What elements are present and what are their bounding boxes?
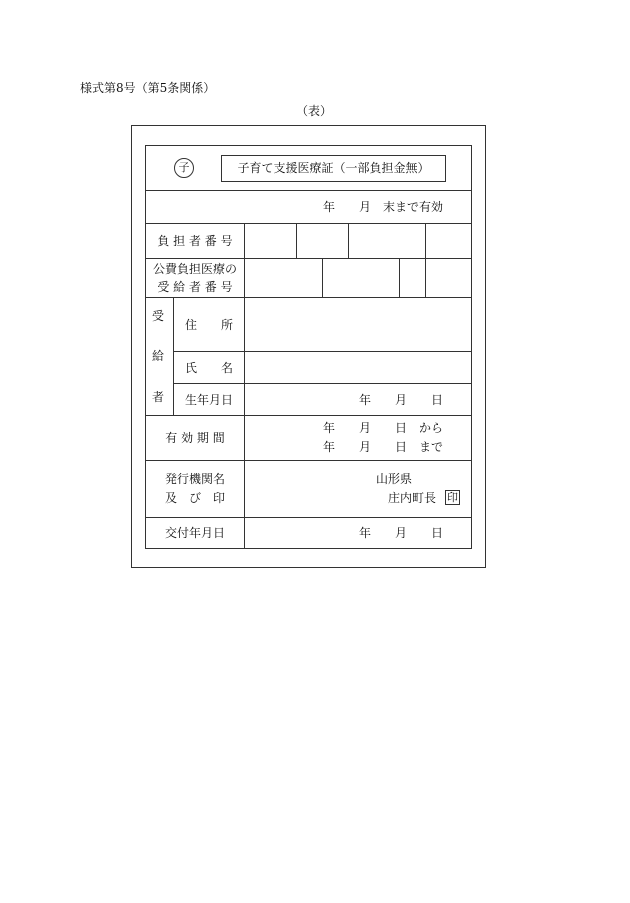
side-label: （表） — [296, 104, 333, 118]
valid-to: 年 月 日 まで — [322, 440, 443, 454]
birthdate-label: 生年月日 — [184, 393, 234, 407]
issuer-label-line1: 発行機関名 — [164, 472, 226, 486]
valid-from: 年 月 日 から — [322, 421, 443, 435]
certificate-title: 子育て支援医療証（一部負担金無） — [221, 155, 446, 182]
recipient-group-char: 者 — [151, 390, 165, 404]
address-label: 住 所 — [184, 318, 234, 332]
recipient-group-char: 給 — [151, 349, 165, 363]
category-mark-circle: 子 — [174, 158, 194, 178]
issuer-mayor: 庄内町長 — [388, 491, 437, 505]
recipient-number-label-line1: 公費負担医療の — [152, 262, 238, 276]
validity-note: 年 月 末まで有効 — [322, 200, 443, 214]
seal-box: 印 — [447, 491, 458, 504]
name-label: 氏 名 — [184, 361, 234, 375]
issue-date-value: 年 月 日 — [358, 526, 443, 540]
birthdate-value: 年 月 日 — [358, 393, 443, 407]
recipient-number-label-line2: 受 給 者 番 号 — [157, 280, 233, 294]
valid-period-label: 有 効 期 間 — [165, 431, 225, 445]
issue-date-label: 交付年月日 — [164, 526, 226, 540]
recipient-group-char: 受 — [151, 309, 165, 323]
issuer-label-line2: 及 び 印 — [164, 491, 226, 505]
burden-number-label: 負 担 者 番 号 — [157, 234, 233, 248]
form-number-label: 様式第8号（第5条関係） — [80, 81, 216, 95]
issuer-prefecture: 山形県 — [376, 472, 413, 486]
